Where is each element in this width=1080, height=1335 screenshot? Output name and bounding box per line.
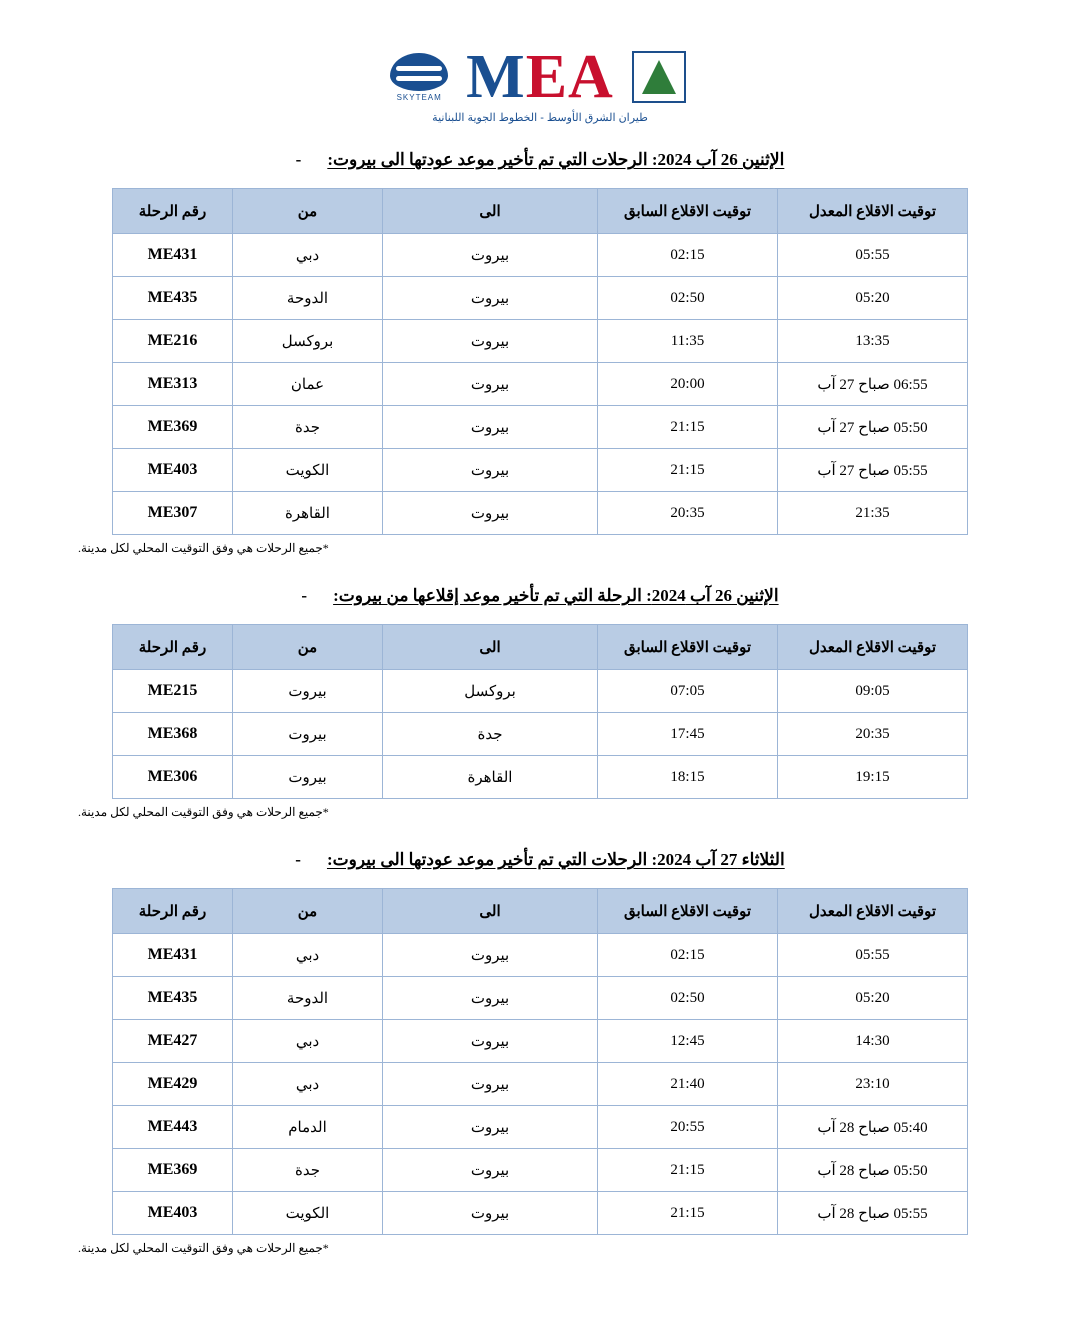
cell-prev-departure: 21:15 (598, 1192, 778, 1235)
logo-arabic-tagline: طيران الشرق الأوسط - الخطوط الجوية اللبنانية (432, 112, 648, 124)
cell-new-departure: 05:20 (778, 277, 968, 320)
column-header-prev-departure: توقيت الاقلاع السابق (598, 625, 778, 670)
cell-new-departure: 05:55 صباح 27 آب (778, 449, 968, 492)
cell-to: بيروت (383, 234, 598, 277)
cell-to: بيروت (383, 1149, 598, 1192)
cell-prev-departure: 21:15 (598, 406, 778, 449)
cell-from: دبي (233, 234, 383, 277)
table-row (113, 492, 968, 535)
cell-flight-no: ME216 (113, 320, 233, 363)
table-row (113, 1063, 968, 1106)
flight-section (62, 150, 1018, 556)
cell-to: بيروت (383, 1020, 598, 1063)
cell-prev-departure: 02:15 (598, 234, 778, 277)
cell-from: القاهرة (233, 492, 383, 535)
column-header-to: الى (383, 625, 598, 670)
local-time-note: *جميع الرحلات هي وفق التوقيت المحلي لكل مدينة. (78, 1241, 329, 1255)
table-row (113, 756, 968, 799)
skyteam-label: SKYTEAM (396, 92, 442, 102)
cell-new-departure: 05:20 (778, 977, 968, 1020)
cell-to: بيروت (383, 277, 598, 320)
cell-to: بيروت (383, 363, 598, 406)
table-row (113, 934, 968, 977)
skyteam-logo-icon (390, 53, 448, 102)
cell-from: دبي (233, 1063, 383, 1106)
flights-table (112, 888, 968, 1235)
cell-prev-departure: 12:45 (598, 1020, 778, 1063)
cell-from: الدوحة (233, 277, 383, 320)
cell-from: الكويت (233, 449, 383, 492)
cell-prev-departure: 20:55 (598, 1106, 778, 1149)
column-header-prev-departure: توقيت الاقلاع السابق (598, 889, 778, 934)
cell-flight-no: ME307 (113, 492, 233, 535)
cell-from: بيروت (233, 670, 383, 713)
column-header-flight-no: رقم الرحلة (113, 625, 233, 670)
cell-flight-no: ME368 (113, 713, 233, 756)
section-title: الثلاثاء 27 آب 2024: الرحلات التي تم تأخير موعد عودتها الى بيروت: (326, 850, 785, 869)
cell-to: بيروت (383, 449, 598, 492)
cell-prev-departure: 21:15 (598, 449, 778, 492)
table-row (113, 449, 968, 492)
cell-from: الكويت (233, 1192, 383, 1235)
table-header-row (113, 625, 968, 670)
column-header-flight-no: رقم الرحلة (113, 889, 233, 934)
cell-flight-no: ME403 (113, 1192, 233, 1235)
brand-letter-m: M (466, 43, 526, 111)
cell-prev-departure: 20:35 (598, 492, 778, 535)
brand-wordmark (462, 43, 618, 111)
cell-from: بيروت (233, 713, 383, 756)
cell-from: بيروت (233, 756, 383, 799)
cell-new-departure: 05:50 صباح 27 آب (778, 406, 968, 449)
cell-flight-no: ME313 (113, 363, 233, 406)
table-row (113, 977, 968, 1020)
cell-flight-no: ME306 (113, 756, 233, 799)
cell-prev-departure: 21:15 (598, 1149, 778, 1192)
cell-new-departure: 05:50 صباح 28 آب (778, 1149, 968, 1192)
local-time-note: *جميع الرحلات هي وفق التوقيت المحلي لكل مدينة. (78, 805, 329, 819)
column-header-from: من (233, 889, 383, 934)
cell-new-departure: 05:40 صباح 28 آب (778, 1106, 968, 1149)
cell-to: القاهرة (383, 756, 598, 799)
cell-prev-departure: 11:35 (598, 320, 778, 363)
column-header-new-departure: توقيت الاقلاع المعدل (778, 625, 968, 670)
flights-table (112, 624, 968, 799)
cell-flight-no: ME435 (113, 977, 233, 1020)
table-row (113, 363, 968, 406)
column-header-to: الى (383, 189, 598, 234)
table-row (113, 234, 968, 277)
cell-flight-no: ME427 (113, 1020, 233, 1063)
cedar-icon (628, 51, 690, 103)
cell-from: دبي (233, 934, 383, 977)
brand-letters-ea: EA (525, 43, 614, 111)
cell-prev-departure: 02:15 (598, 934, 778, 977)
table-row (113, 1020, 968, 1063)
column-header-from: من (233, 189, 383, 234)
cell-from: عمان (233, 363, 383, 406)
cell-flight-no: ME431 (113, 934, 233, 977)
cell-to: بيروت (383, 406, 598, 449)
cell-to: بيروت (383, 1192, 598, 1235)
cell-flight-no: ME443 (113, 1106, 233, 1149)
section-heading (62, 586, 1018, 606)
flights-table (112, 188, 968, 535)
table-row (113, 406, 968, 449)
cell-flight-no: ME403 (113, 449, 233, 492)
cell-new-departure: 05:55 (778, 934, 968, 977)
cell-from: الدمام (233, 1106, 383, 1149)
cell-new-departure: 06:55 صباح 27 آب (778, 363, 968, 406)
cell-new-departure: 09:05 (778, 670, 968, 713)
table-row (113, 1192, 968, 1235)
cell-to: بيروت (383, 1063, 598, 1106)
column-header-prev-departure: توقيت الاقلاع السابق (598, 189, 778, 234)
cell-prev-departure: 07:05 (598, 670, 778, 713)
column-header-new-departure: توقيت الاقلاع المعدل (778, 189, 968, 234)
mea-logo (62, 43, 1018, 124)
column-header-from: من (233, 625, 383, 670)
cell-new-departure: 20:35 (778, 713, 968, 756)
section-heading (62, 150, 1018, 170)
column-header-new-departure: توقيت الاقلاع المعدل (778, 889, 968, 934)
cell-flight-no: ME215 (113, 670, 233, 713)
cell-to: جدة (383, 713, 598, 756)
cell-prev-departure: 18:15 (598, 756, 778, 799)
section-bullet-dash: - (295, 850, 301, 869)
column-header-flight-no: رقم الرحلة (113, 189, 233, 234)
cell-prev-departure: 02:50 (598, 277, 778, 320)
column-header-to: الى (383, 889, 598, 934)
cell-new-departure: 05:55 (778, 234, 968, 277)
cell-flight-no: ME435 (113, 277, 233, 320)
cell-new-departure: 14:30 (778, 1020, 968, 1063)
cell-prev-departure: 17:45 (598, 713, 778, 756)
cell-to: بيروت (383, 977, 598, 1020)
cell-flight-no: ME429 (113, 1063, 233, 1106)
cell-new-departure: 23:10 (778, 1063, 968, 1106)
section-bullet-dash: - (301, 586, 308, 605)
cell-to: بيروت (383, 320, 598, 363)
section-title: الإثنين 26 آب 2024: الرحلات التي تم تأخير موعد عودتها الى بيروت: (327, 150, 785, 169)
table-header-row (113, 889, 968, 934)
sections-container (62, 150, 1018, 1256)
flight-section (62, 850, 1018, 1256)
cell-to: بيروت (383, 1106, 598, 1149)
flight-section (62, 586, 1018, 820)
cell-new-departure: 21:35 (778, 492, 968, 535)
cell-to: بيروت (383, 934, 598, 977)
section-heading (62, 850, 1018, 870)
cell-from: دبي (233, 1020, 383, 1063)
table-row (113, 1106, 968, 1149)
cell-from: بروكسل (233, 320, 383, 363)
cell-from: جدة (233, 1149, 383, 1192)
cell-prev-departure: 21:40 (598, 1063, 778, 1106)
cell-new-departure: 19:15 (778, 756, 968, 799)
local-time-note: *جميع الرحلات هي وفق التوقيت المحلي لكل مدينة. (78, 541, 329, 555)
cell-flight-no: ME369 (113, 1149, 233, 1192)
table-header-row (113, 189, 968, 234)
table-row (113, 670, 968, 713)
cell-flight-no: ME369 (113, 406, 233, 449)
cell-prev-departure: 02:50 (598, 977, 778, 1020)
section-title: الإثنين 26 آب 2024: الرحلة التي تم تأخير موعد إقلاعها من بيروت: (333, 586, 779, 605)
table-row (113, 1149, 968, 1192)
cell-new-departure: 05:55 صباح 28 آب (778, 1192, 968, 1235)
table-row (113, 713, 968, 756)
cell-to: بروكسل (383, 670, 598, 713)
table-row (113, 277, 968, 320)
cell-to: بيروت (383, 492, 598, 535)
cell-prev-departure: 20:00 (598, 363, 778, 406)
section-bullet-dash: - (295, 150, 302, 169)
table-row (113, 320, 968, 363)
cell-new-departure: 13:35 (778, 320, 968, 363)
cell-from: جدة (233, 406, 383, 449)
cell-flight-no: ME431 (113, 234, 233, 277)
cell-from: الدوحة (233, 977, 383, 1020)
